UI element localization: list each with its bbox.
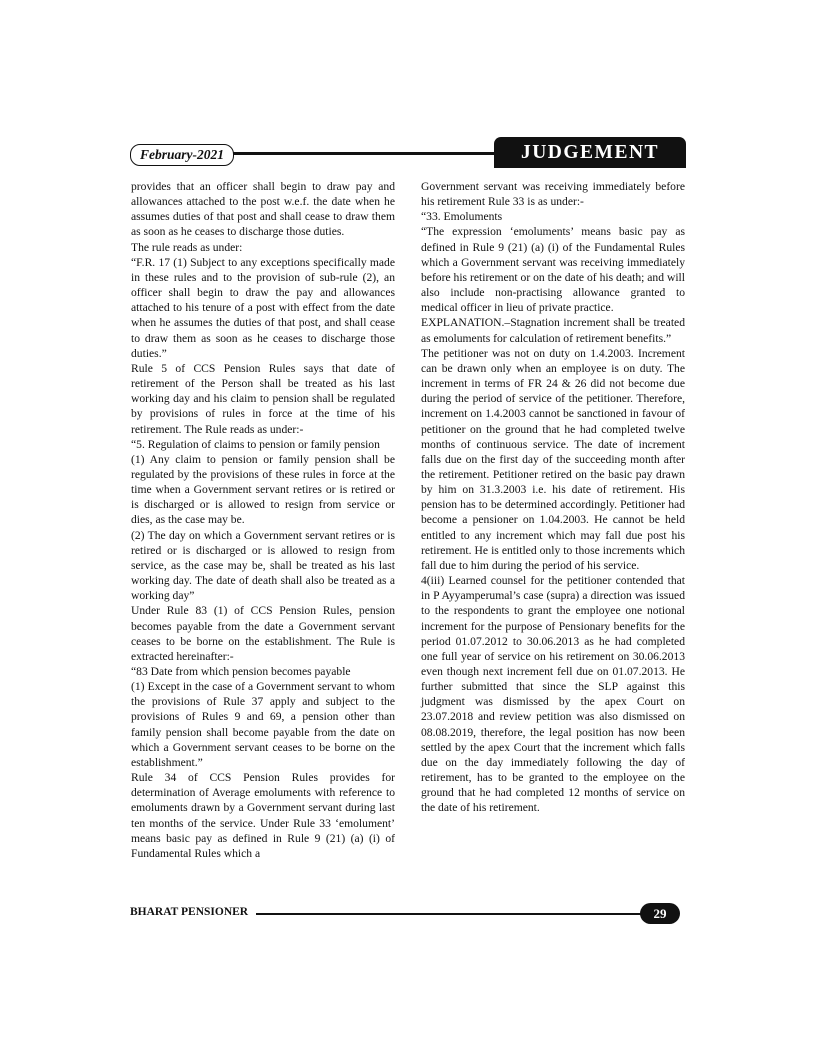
paragraph: (1) Any claim to pension or family pension shall be regulated by the provisions of these rules in force at the time when a Government servant retires or is retired or is discharged or is allowed to resign from service or dies, as the case may be. [131, 452, 395, 527]
issue-date: February-2021 [130, 144, 234, 166]
paragraph: (1) Except in the case of a Government servant to whom the provisions of Rule 37 apply and subject to the provisions of Rules 9 and 69, a pension other than family pension shall become payable from the date on which a Government servant ceases to be borne on the establishment.” [131, 680, 395, 769]
paragraph: EXPLANATION.–Stagnation increment shall be treated as emoluments for calculation of retirement benefits.” [421, 316, 685, 345]
paragraph: Under Rule 83 (1) of CCS Pension Rules, pension becomes payable from the date a Government servant ceases to be borne on the establishment. The Rule is extracted hereinafter:- [131, 604, 395, 663]
paragraph: provides that an officer shall begin to draw pay and allowances attached to the post w.e.f. the date when he assumes duties of that post and shall cease to draw them as soon as he ceases to discharge those duties. [131, 180, 395, 239]
paragraph: Rule 5 of CCS Pension Rules says that date of retirement of the Person shall be treated as his last working day and his claim to pension shall be regulated by provisions of rules in force at the time of his retirement. The Rule reads as under:- [131, 361, 395, 436]
paragraph: Government servant was receiving immediately before his retirement Rule 33 is as under:- [421, 180, 685, 209]
section-title: JUDGEMENT [494, 137, 686, 168]
paragraph: “F.R. 17 (1) Subject to any exceptions specifically made in these rules and to the provision of sub-rule (2), an officer shall begin to draw the pay and allowances attached to his tenure of a post with effect from the date when he assumes the duties of that post, and shall cease to draw them as soon as he ceases to discharge those duties.” [131, 255, 395, 360]
page-number: 29 [640, 903, 680, 924]
page-header [130, 137, 686, 169]
paragraph: The petitioner was not on duty on 1.4.2003. Increment can be drawn only when an employee is on duty. The increment in terms of FR 24 & 26 did not become due during the period of service of the petitioner. Therefore, increment on 1.4.2003 cannot be sanctioned in favour of petitioner on the ground that he had completed twelve months of continuous service. The date of increment falls due on the first day of the succeeding month after the retirement. Petitioner retired on the basic pay drawn by him on 31.3.2003 i.e. his date of retirement. His pension has to be determined accordingly. Petitioner had become a pensioner on 1.04.2003. He cannot be held entitled to any increment which may fall due post his retirement. He is entitled only to those increments which fall due to him during the period of his service. [421, 346, 685, 572]
right-column [421, 179, 685, 816]
paragraph: “83 Date from which pension becomes payable [131, 665, 351, 678]
paragraph: The rule reads as under: [131, 240, 243, 254]
paragraph: “33. Emoluments [421, 210, 503, 224]
left-column [131, 179, 395, 861]
paragraph: Rule 34 of CCS Pension Rules provides for determination of Average emoluments with reference to emoluments drawn by a Government servant during last ten months of the service. Under Rule 33 ‘emolument’ means basic pay as defined in Rule 9 (21) (a) (i) of Fundamental Rules which a [131, 771, 395, 860]
footer-rule [256, 913, 646, 915]
paragraph: “5. Regulation of claims to pension or family pension [131, 437, 380, 451]
header-rule [220, 152, 506, 155]
publication-name: BHARAT PENSIONER [130, 906, 249, 918]
paragraph: “The expression ‘emoluments’ means basic pay as defined in Rule 9 (21) (a) (i) of the Fundamental Rules which a Government servant was receiving immediately before his retirement or on the date of his death; and will also include non-practising allowance granted to medical officer in lieu of private practice. [421, 225, 685, 315]
paragraph: 4(iii) Learned counsel for the petitioner contended that in P Ayyamperumal’s case (supra) a direction was issued to the respondents to grant the employee one notional increment for the purpose of Pensionary benefits for the period 01.07.2012 to 30.06.2013 as he had completed one full year of service on his retirement on 30.06.2013 even though next increment fell due on 01.07.2013. He further submitted that since the SLP against this judgment was dismissed by the apex Court on 23.07.2018 and review petition was also dismissed on 08.08.2019, therefore, the legal position has now been settled by the apex Court that the increment which falls due on the day immediately following the day of retirement, has to be granted to the employee on the ground that he had completed 12 months of service on the date of his retirement. [421, 574, 685, 815]
paragraph: (2) The day on which a Government servant retires or is retired or is discharged or is allowed to resign from service, as the case may be, shall be treated as his last working day. The date of death shall also be treated as a working day” [131, 528, 395, 603]
page-footer [130, 903, 686, 925]
